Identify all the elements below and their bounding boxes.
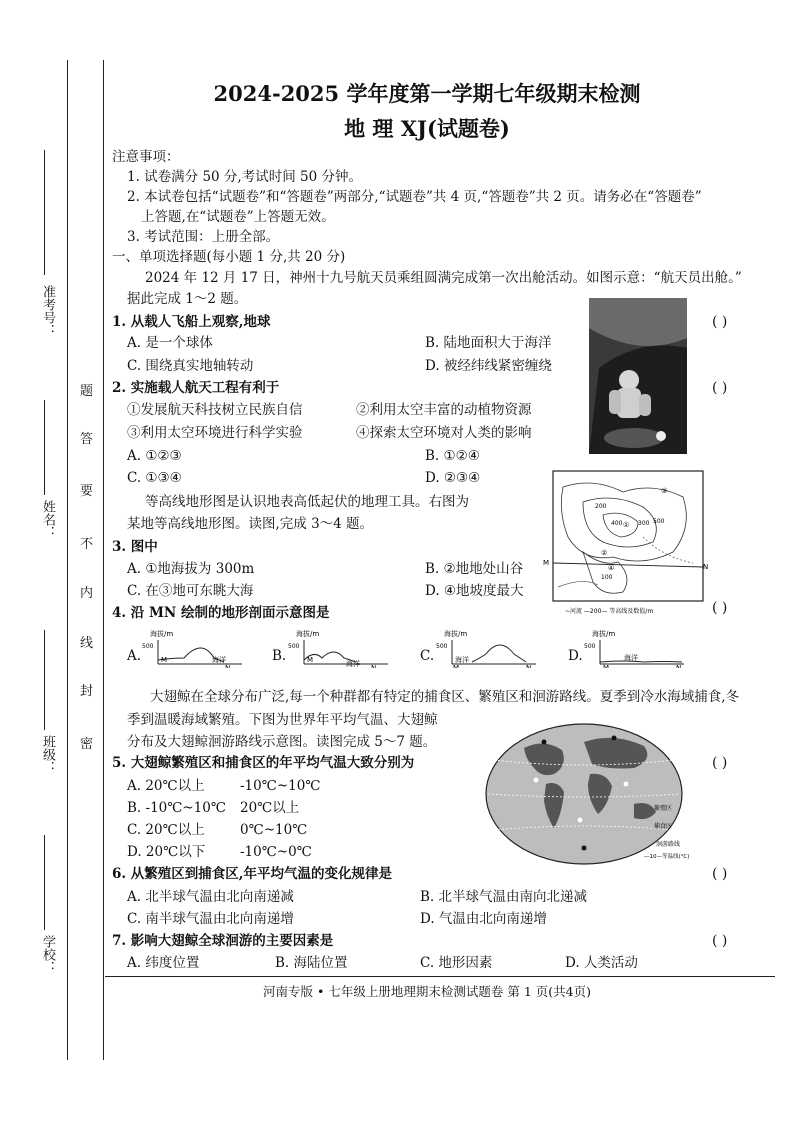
profile-a-ylabel: 海拔/m xyxy=(150,630,174,638)
q2-answer[interactable]: ( ) xyxy=(712,380,728,396)
profile-c-sea: 海洋 xyxy=(455,656,469,664)
school-blank[interactable] xyxy=(44,835,45,930)
section-title: 一、单项选择题(每小题 1 分,共 20 分) xyxy=(112,249,346,265)
q1-option-d[interactable]: D. 被经纬线紧密缠绕 xyxy=(425,358,552,374)
profile-b xyxy=(288,628,398,668)
seal-char-2: 封 xyxy=(80,684,94,699)
seal-char-5: 不 xyxy=(80,537,94,552)
point-4: ④ xyxy=(608,564,615,572)
binding-line-outer xyxy=(67,60,68,1060)
profile-c xyxy=(436,628,546,668)
notice-item-2: 2. 本试卷包括“试题卷”和“答题卷”两部分,“试题卷”共 4 页,“答题卷”共 2 页。请务必在“答题卷” xyxy=(127,189,702,205)
q4-answer[interactable]: ( ) xyxy=(712,600,728,616)
q6-option-a[interactable]: A. 北半球气温由北向南递减 xyxy=(127,889,294,905)
intro-1: 2024 年 12 月 17 日，神州十九号航天员乘组圆满完成第一次出舱活动。如图示意：“航天员出舱。” xyxy=(145,270,742,286)
profile-option-d[interactable]: D. xyxy=(568,648,583,664)
intro-3b: 季到温暖海域繁殖。下图为世界年平均气温、大翅鲸 xyxy=(127,712,438,728)
q2-statement-3: ③利用太空环境进行科学实验 xyxy=(127,425,303,441)
q2-option-d[interactable]: D. ②③④ xyxy=(425,470,481,486)
map-point-n: N xyxy=(703,563,708,571)
q1-option-a[interactable]: A. 是一个球体 xyxy=(127,335,213,351)
seal-char-7: 答 xyxy=(80,432,94,447)
q2-option-b[interactable]: B. ①②④ xyxy=(425,448,480,464)
page-footer: 河南专版 • 七年级上册地理期末检测试题卷 第 1 页(共4页) xyxy=(263,984,591,999)
profile-d-m: M xyxy=(603,664,610,668)
contour-label-200: 200 xyxy=(595,503,607,510)
notice-item-3: 3. 考试范围：上册全部。 xyxy=(127,229,280,245)
seal-char-6: 要 xyxy=(80,484,94,499)
contour-legend: ~河流 —200— 等高线及数值/m xyxy=(565,608,654,615)
world-legend-isotherm: —10—等温线(°C) xyxy=(644,854,690,860)
q3-option-b[interactable]: B. ②地地处山谷 xyxy=(425,561,524,577)
profile-b-sea: 海洋 xyxy=(346,660,360,668)
profile-a-m: M xyxy=(161,656,168,664)
q1-option-c[interactable]: C. 围绕真实地轴转动 xyxy=(127,358,254,374)
profile-d xyxy=(584,628,694,668)
world-legend-route: 洄游路线 xyxy=(656,841,681,848)
school-label: 学校： xyxy=(40,935,55,974)
q2-stem: 2. 实施载人航天工程有利于 xyxy=(112,380,280,396)
profile-a-tick: 500 xyxy=(142,643,154,650)
profile-b-tick: 500 xyxy=(288,643,300,650)
q2-statement-2: ②利用太空丰富的动植物资源 xyxy=(356,402,532,418)
seal-char-4: 内 xyxy=(80,586,94,601)
q2-statement-4: ④探索太空环境对人类的影响 xyxy=(356,425,532,441)
intro-1b: 据此完成 1～2 题。 xyxy=(127,291,248,307)
q2-statement-1: ①发展航天科技树立民族自信 xyxy=(127,402,303,418)
class-label: 班级： xyxy=(40,735,55,774)
notice-item-1: 1. 试卷满分 50 分,考试时间 50 分钟。 xyxy=(127,169,362,185)
profile-d-sea: 海洋 xyxy=(624,654,638,662)
profile-a-n: N xyxy=(225,664,231,668)
profile-c-n: N xyxy=(526,664,532,668)
q5-option-b[interactable]: B. -10℃~10℃ xyxy=(127,800,226,816)
point-2: ② xyxy=(601,549,608,557)
exam-subtitle: 地 理 XJ(试题卷) xyxy=(344,116,510,141)
world-legend-breeding: 繁殖区 xyxy=(654,805,673,812)
profile-b-ylabel: 海拔/m xyxy=(296,630,320,638)
q4-stem: 4. 沿 MN 绘制的地形剖面示意图是 xyxy=(112,605,330,621)
q1-option-b[interactable]: B. 陆地面积大于海洋 xyxy=(425,335,552,351)
q5-stem: 5. 大翅鲸繁殖区和捕食区的年平均气温大致分别为 xyxy=(112,755,415,771)
contour-map xyxy=(543,467,708,617)
q7-stem: 7. 影响大翅鲸全球洄游的主要因素是 xyxy=(112,933,334,949)
q7-option-b[interactable]: B. 海陆位置 xyxy=(275,955,348,971)
contour-label-300: 300 xyxy=(638,520,650,527)
q7-option-d[interactable]: D. 人类活动 xyxy=(565,955,638,971)
q1-answer[interactable]: ( ) xyxy=(712,314,728,330)
profile-option-b[interactable]: B. xyxy=(272,648,287,664)
intro-2: 等高线地形图是认识地表高低起伏的地理工具。右图为 xyxy=(145,494,469,510)
footer-rule xyxy=(105,976,775,977)
profile-a xyxy=(142,628,252,668)
name-label: 姓名： xyxy=(40,500,55,539)
profile-a-sea: 海洋 xyxy=(212,656,226,664)
profile-c-m: M xyxy=(453,664,460,668)
profile-d-ylabel: 海拔/m xyxy=(592,630,616,638)
intro-2b: 某地等高线地形图。读图,完成 3～4 题。 xyxy=(127,516,374,532)
q5-option-a[interactable]: A. 20℃以上 xyxy=(127,778,205,794)
notice-head: 注意事项： xyxy=(112,149,180,165)
astronaut-photo xyxy=(589,298,687,454)
profile-option-c[interactable]: C. xyxy=(420,648,435,664)
q2-option-a[interactable]: A. ①②③ xyxy=(127,448,182,464)
contour-label-500: 500 xyxy=(653,518,665,525)
q5-option-c-2: 0℃~10℃ xyxy=(240,822,308,838)
seal-char-1: 密 xyxy=(80,737,94,752)
q3-option-d[interactable]: D. ④地坡度最大 xyxy=(425,583,524,599)
profile-b-m: M xyxy=(307,656,314,664)
q6-stem: 6. 从繁殖区到捕食区,年平均气温的变化规律是 xyxy=(112,866,392,882)
q1-stem: 1. 从载人飞船上观察,地球 xyxy=(112,314,271,330)
q5-option-d-2: -10℃~0℃ xyxy=(240,844,312,860)
intro-3: 大翅鲸在全球分布广泛,每一个种群都有特定的捕食区、繁殖区和洄游路线。夏季到冷水海域捕食,冬 xyxy=(150,689,740,705)
notice-item-2b: 上答题,在“试题卷”上答题无效。 xyxy=(141,209,335,225)
exam-number-blank[interactable] xyxy=(44,150,45,275)
profile-option-a[interactable]: A. xyxy=(127,648,142,664)
name-blank[interactable] xyxy=(44,400,45,495)
point-3: ③ xyxy=(661,487,668,495)
contour-label-100: 100 xyxy=(601,574,613,581)
intro-3c: 分布及大翅鲸洄游路线示意图。读图完成 5～7 题。 xyxy=(127,734,437,750)
q5-option-c[interactable]: C. 20℃以上 xyxy=(127,822,205,838)
profile-b-n: N xyxy=(371,664,377,668)
q6-option-d[interactable]: D. 气温由北向南递增 xyxy=(420,911,547,927)
q3-stem: 3. 图中 xyxy=(112,539,158,555)
q3-option-a[interactable]: A. ①地海拔为 300m xyxy=(127,561,255,577)
exam-number-label: 准考号： xyxy=(40,285,55,337)
map-point-m: M xyxy=(543,559,550,567)
profile-c-ylabel: 海拔/m xyxy=(444,630,468,638)
world-map xyxy=(484,720,712,868)
profile-c-tick: 500 xyxy=(436,643,448,650)
q3-option-c[interactable]: C. 在③地可东眺大海 xyxy=(127,583,254,599)
q5-option-a-2: -10℃~10℃ xyxy=(240,778,321,794)
q5-option-d[interactable]: D. 20℃以下 xyxy=(127,844,206,860)
q6-answer[interactable]: ( ) xyxy=(712,866,728,882)
q7-option-a[interactable]: A. 纬度位置 xyxy=(127,955,200,971)
seal-char-8: 题 xyxy=(80,384,94,399)
q7-answer[interactable]: ( ) xyxy=(712,933,728,949)
profile-d-tick: 500 xyxy=(584,643,596,650)
q6-option-c[interactable]: C. 南半球气温由北向南递增 xyxy=(127,911,294,927)
point-1: ① xyxy=(623,521,630,529)
binding-line-inner xyxy=(103,60,104,1060)
q5-option-b-2: 20℃以上 xyxy=(240,800,300,816)
profile-d-n: N xyxy=(676,664,682,668)
class-blank[interactable] xyxy=(44,630,45,730)
q6-option-b[interactable]: B. 北半球气温由南向北递减 xyxy=(420,889,588,905)
contour-label-400: 400 xyxy=(611,520,623,527)
q5-answer[interactable]: ( ) xyxy=(712,755,728,771)
exam-title: 2024-2025 学年度第一学期七年级期末检测 xyxy=(213,81,641,106)
q7-option-c[interactable]: C. 地形因素 xyxy=(420,955,493,971)
seal-char-3: 线 xyxy=(80,636,94,651)
q2-option-c[interactable]: C. ①③④ xyxy=(127,470,182,486)
world-legend-feeding: 捕食区 xyxy=(654,823,673,830)
